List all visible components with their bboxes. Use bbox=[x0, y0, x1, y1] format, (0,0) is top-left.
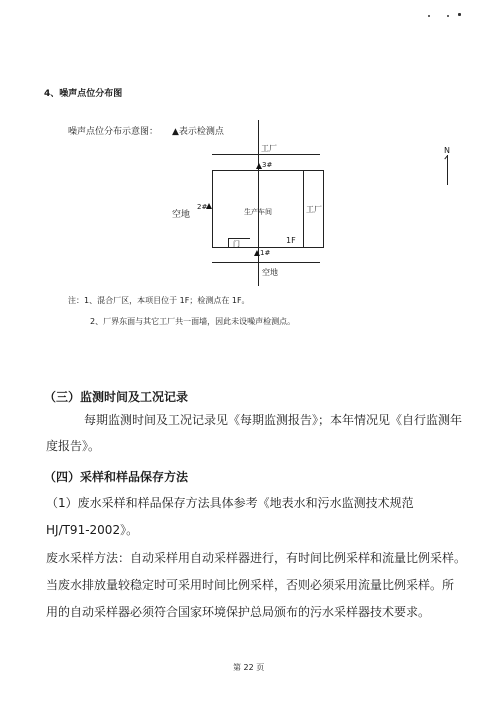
diagram-note-2: 2、厂界东面与其它工厂共一面墙，因此未设噪声检测点。 bbox=[90, 317, 296, 326]
point-label-3: 3# bbox=[262, 161, 273, 169]
body-line: HJ/T91-2002》。 bbox=[46, 523, 139, 537]
section-heading-noise-map: 4、噪声点位分布图 bbox=[44, 89, 123, 99]
scan-speck bbox=[428, 15, 430, 17]
monitor-point-marker bbox=[206, 203, 212, 209]
point-label-1: 1# bbox=[260, 249, 271, 257]
boundary-bottom-line bbox=[212, 262, 320, 263]
north-arrow-icon bbox=[447, 155, 448, 185]
body-line: 用的自动采样器必须符合国家环境保护总局颁布的污水采样器技术要求。 bbox=[46, 605, 431, 619]
label-workshop: 生产车间 bbox=[244, 208, 272, 216]
section-heading-sampling: （四）采样和样品保存方法 bbox=[44, 470, 189, 484]
boundary-top-line bbox=[212, 154, 320, 155]
label-factory-top: 工厂 bbox=[261, 144, 277, 153]
label-factory-right: 工厂 bbox=[306, 205, 322, 214]
gate-left-post bbox=[228, 238, 229, 247]
scan-speck bbox=[447, 15, 449, 17]
body-line: 当废水排放量较稳定时可采用时间比例采样，否则必须采用流量比例采样。所 bbox=[46, 578, 455, 592]
label-open-left: 空地 bbox=[172, 210, 191, 220]
diagram-caption: 噪声点位分布示意图： bbox=[68, 127, 159, 137]
body-line: （1）废水采样和样品保存方法具体参考《地表水和污水监测技术规范 bbox=[46, 496, 414, 510]
body-line: 废水采样方法：自动采样用自动采样器进行，有时间比例采样和流量比例采样。 bbox=[46, 551, 467, 565]
body-line: 度报告》。 bbox=[46, 439, 101, 453]
diagram-note-1: 注：1、混合厂区，本项目位于 1F；检测点在 1F。 bbox=[68, 296, 250, 305]
point-label-2: 2# bbox=[197, 203, 208, 211]
label-gate: 门 bbox=[233, 240, 240, 248]
north-label: N bbox=[444, 146, 450, 155]
body-line: 每期监测时间及工况记录见《每期监测报告》；本年情况见《自行监测年 bbox=[84, 413, 463, 427]
label-floor: 1F bbox=[286, 236, 296, 245]
scan-speck bbox=[458, 13, 461, 16]
page-number: 第 22 页 bbox=[233, 663, 265, 672]
label-open-bottom: 空地 bbox=[262, 268, 278, 277]
diagram-legend: ▲表示检测点 bbox=[172, 127, 224, 137]
section-heading-monitoring-time: （三）监测时间及工况记录 bbox=[44, 390, 189, 404]
